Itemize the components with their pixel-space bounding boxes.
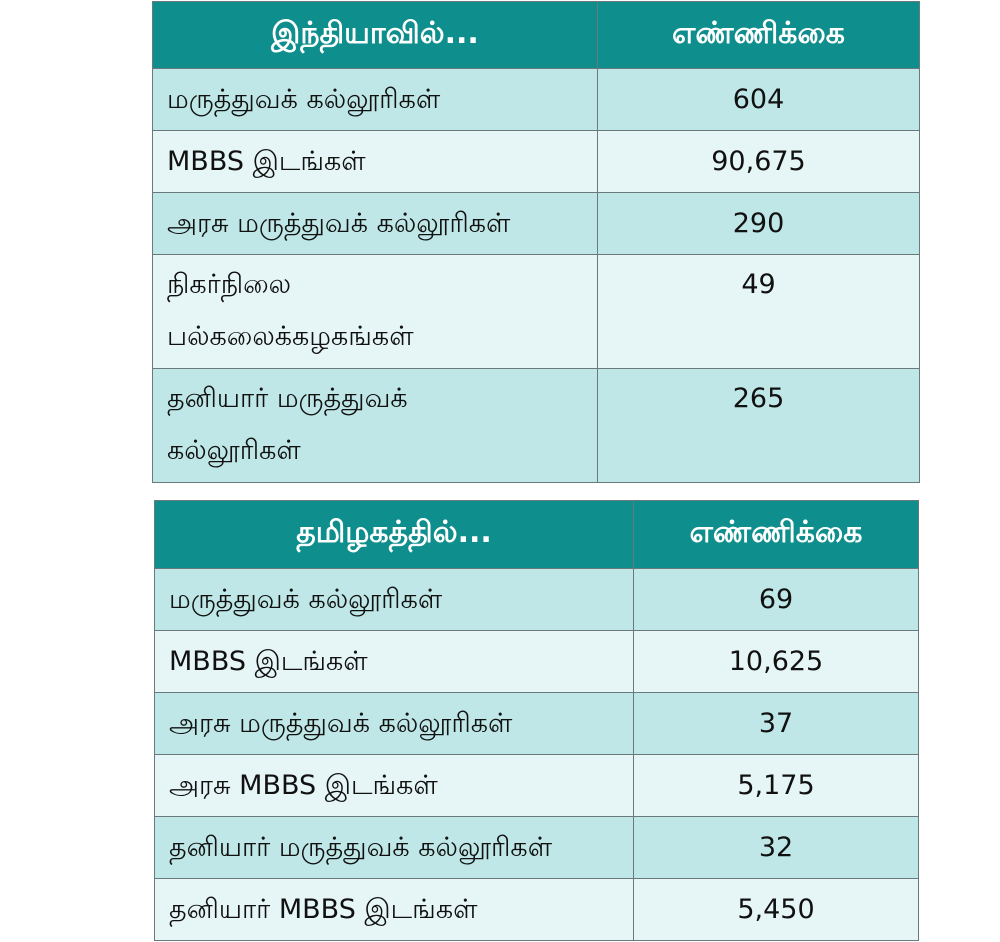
table-row: [155, 879, 919, 941]
table-row: [155, 693, 919, 755]
row-value: 290: [598, 193, 920, 255]
column-header-count: எண்ணிக்கை: [598, 2, 920, 69]
row-label: அரசு மருத்துவக் கல்லூரிகள்: [155, 693, 634, 755]
tamilnadu-table: [154, 500, 919, 941]
table-row: [153, 131, 920, 193]
row-label: மருத்துவக் கல்லூரிகள்: [155, 569, 634, 631]
table-row: [155, 755, 919, 817]
row-label: தனியார் மருத்துவக் கல்லூரிகள்: [155, 817, 634, 879]
row-label: MBBS இடங்கள்: [155, 631, 634, 693]
row-value: 10,625: [634, 631, 919, 693]
row-value: 49: [598, 255, 920, 369]
table-header-row: [153, 2, 920, 69]
india-table: [152, 1, 920, 483]
column-header-label: இந்தியாவில்...: [153, 2, 598, 69]
row-value: 5,175: [634, 755, 919, 817]
row-label-line: நிகர்நிலை: [167, 269, 292, 300]
row-label-line: கல்லூரிகள்: [167, 435, 301, 466]
row-label: மருத்துவக் கல்லூரிகள்: [153, 69, 598, 131]
row-label: அரசு MBBS இடங்கள்: [155, 755, 634, 817]
row-value: 37: [634, 693, 919, 755]
row-value: 69: [634, 569, 919, 631]
row-label-line: பல்கலைக்கழகங்கள்: [167, 321, 414, 352]
row-value: 604: [598, 69, 920, 131]
row-value: 5,450: [634, 879, 919, 941]
table-row: [155, 817, 919, 879]
table-row: [153, 193, 920, 255]
row-label: தனியார் MBBS இடங்கள்: [155, 879, 634, 941]
row-label: [153, 255, 598, 369]
table-header-row: [155, 501, 919, 569]
row-label: [153, 369, 598, 483]
row-value: 32: [634, 817, 919, 879]
row-label: MBBS இடங்கள்: [153, 131, 598, 193]
row-label: அரசு மருத்துவக் கல்லூரிகள்: [153, 193, 598, 255]
table-row: [153, 255, 920, 369]
table-row: [155, 631, 919, 693]
column-header-label: தமிழகத்தில்...: [155, 501, 634, 569]
table-row: [155, 569, 919, 631]
row-value: 265: [598, 369, 920, 483]
row-value: 90,675: [598, 131, 920, 193]
row-label-line: தனியார் மருத்துவக்: [167, 383, 408, 414]
table-row: [153, 369, 920, 483]
column-header-count: எண்ணிக்கை: [634, 501, 919, 569]
table-row: [153, 69, 920, 131]
